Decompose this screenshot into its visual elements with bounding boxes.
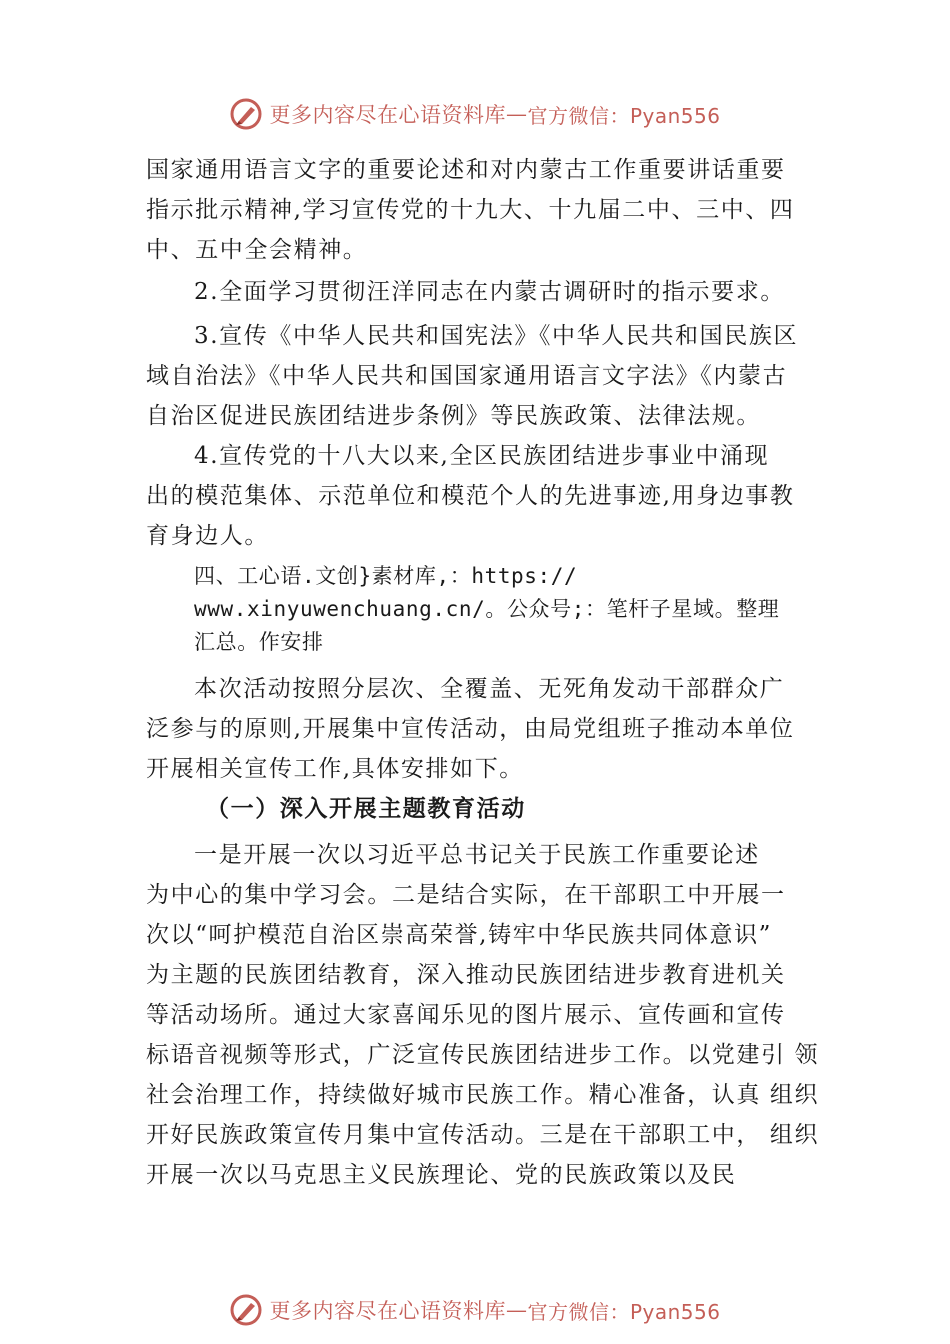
text-line: 次以“呵护模范自治区崇高荣誉,铸牢中华民族共同体意识” — [146, 922, 773, 948]
wechat-id: 官方微信：Pyan556 — [527, 1299, 721, 1324]
text-line: 3.宣传《中华人民共和国宪法》《中华人民共和国民族区 — [194, 323, 799, 349]
text-line: 泛参与的原则,开展集中宣传活动，由局党组班子推动本单位 — [146, 716, 795, 742]
section-heading: （一）深入开展主题教育活动 — [206, 795, 526, 822]
text-line: 育身边人。 — [146, 523, 269, 549]
text-line: 2.全面学习贯彻汪洋同志在内蒙古调研时的指示要求。 — [194, 279, 785, 305]
text-line: 本次活动按照分层次、全覆盖、无死角发动干部群众广 — [194, 676, 785, 702]
text-line: 出的模范集体、示范单位和模范个人的先进事迹,用身边事教 — [146, 483, 795, 509]
text-line: 开展一次以马克思主义民族理论、党的民族政策以及民 — [146, 1162, 737, 1188]
header-banner — [0, 94, 950, 134]
pen-logo-icon — [229, 97, 263, 131]
banner-separator: — — [505, 1298, 528, 1322]
text-line: 为主题的民族团结教育，深入推动民族团结进步教育进机关 — [146, 962, 786, 988]
pen-logo-icon — [229, 1293, 263, 1327]
text-line: 中、五中全会精神。 — [146, 237, 368, 263]
text-line: 四、工心语.文创}素材库,：https:// — [194, 564, 578, 588]
text-line: www.xinyuwenchuang.cn/。公众号;：笔杆子星域。整理 — [194, 597, 780, 621]
text-line: 开展相关宣传工作,具体安排如下。 — [146, 756, 524, 782]
text-line: 域自治法》《中华人民共和国国家通用语言文字法》《内蒙古 — [146, 363, 788, 389]
wechat-id: 官方微信：Pyan556 — [527, 103, 721, 128]
site-name: 更多内容尽在心语资料库 — [269, 1299, 506, 1323]
text-line: 社会治理工作，持续做好城市民族工作。精心准备，认真 组织 — [146, 1082, 820, 1108]
banner-separator: — — [505, 102, 528, 126]
text-line: 一是开展一次以习近平总书记关于民族工作重要论述 — [194, 842, 760, 868]
text-line: 4.宣传党的十八大以来,全区民族团结进步事业中涌现 — [194, 443, 770, 469]
text-line: 为中心的集中学习会。二是结合实际，在干部职工中开展一 — [146, 882, 786, 908]
text-line: 等活动场所。通过大家喜闻乐见的图片展示、宣传画和宣传 — [146, 1002, 786, 1028]
footer-banner — [0, 1290, 950, 1330]
text-line: 自治区促进民族团结进步条例》等民族政策、法律法规。 — [146, 403, 761, 429]
text-line: 开好民族政策宣传月集中宣传活动。三是在干部职工中， 组织 — [146, 1122, 820, 1148]
document-body — [146, 150, 836, 1195]
text-line: 汇总。作安排 — [194, 630, 324, 654]
site-name: 更多内容尽在心语资料库 — [269, 103, 506, 127]
text-line: 国家通用语言文字的重要论述和对内蒙古工作重要讲话重要 — [146, 157, 786, 183]
text-line: 指示批示精神,学习宣传党的十九大、十九届二中、三中、四 — [146, 197, 795, 223]
text-line: 标语音视频等形式，广泛宣传民族团结进步工作。以党建引 领 — [146, 1042, 820, 1068]
